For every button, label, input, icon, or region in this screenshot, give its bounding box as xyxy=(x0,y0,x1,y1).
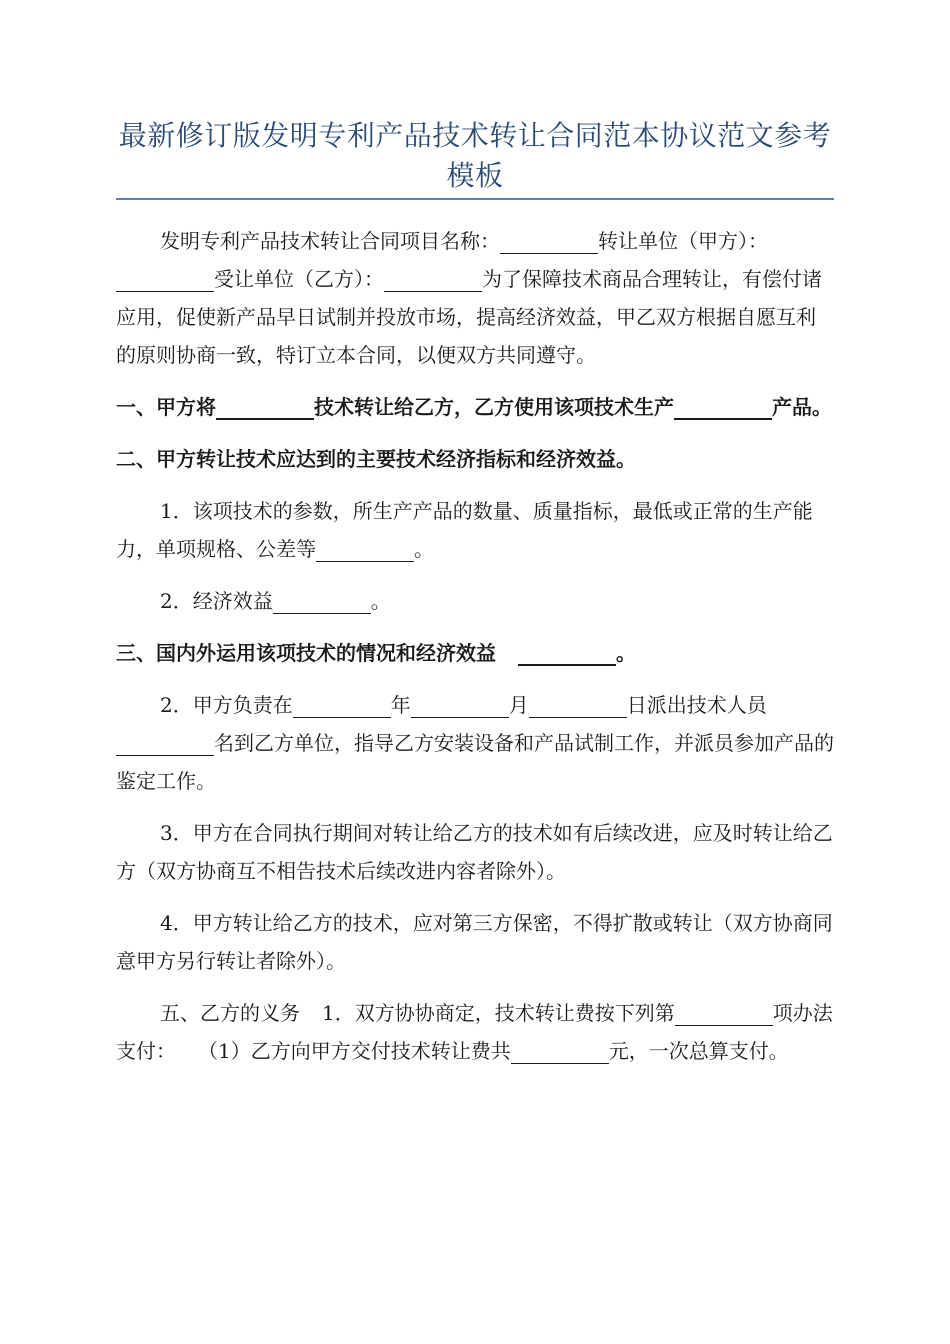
clause-3: 3．甲方在合同执行期间对转让给乙方的技术如有后续改进，应及时转让给乙方（双方协商互不相告技术后续改进内容者除外）。 xyxy=(116,821,833,883)
blank-field[interactable] xyxy=(384,269,482,292)
section-one-text-c: 产品。 xyxy=(772,395,832,419)
section-five xyxy=(116,994,834,1070)
section-five-text-d: （1）乙方向甲方交付技术转让费共 xyxy=(198,1039,511,1063)
section-two-item-2 xyxy=(116,582,834,620)
item-text: 1．该项技术的参数，所生产产品的数量、质量指标，最低或正常的生产能力，单项规格、公差等 xyxy=(116,499,813,561)
clause-text-d: 日派出技术人员 xyxy=(626,693,767,717)
blank-field[interactable] xyxy=(529,695,627,718)
section-five-text-e: 元，一次总算支付。 xyxy=(608,1039,789,1063)
section-one-text-b: 技术转让给乙方，乙方使用该项技术生产 xyxy=(314,395,674,419)
blank-field[interactable] xyxy=(674,396,772,420)
item-text-end: 。 xyxy=(414,537,434,561)
blank-field[interactable] xyxy=(316,539,414,562)
section-five-heading: 五、乙方的义务 xyxy=(160,1001,300,1025)
intro-text-d: 为了保障技术商品合理转让，有偿付诸应用，促使新产品早日试制并投放市场，提高经济效益，甲乙双方根据自愿互利的原则协商一致，特订立本合同，以便双方共同遵守。 xyxy=(116,267,822,367)
item-text-end: 。 xyxy=(370,589,391,613)
intro-text-a: 发明专利产品技术转让合同项目名称： xyxy=(160,229,500,253)
clause-text-e: 名到乙方单位，指导乙方安装设备和产品试制工作，并派员参加产品的鉴定工作。 xyxy=(116,731,834,793)
section-two-heading: 二、甲方转让技术应达到的主要技术经济指标和经济效益。 xyxy=(116,447,636,471)
document-title: 最新修订版发明专利产品技术转让合同范本协议范文参考模板 xyxy=(118,119,832,192)
intro-text-b: 转让单位（甲方）： xyxy=(598,229,768,253)
blank-field[interactable] xyxy=(116,733,214,756)
blank-field[interactable] xyxy=(675,1003,773,1026)
section-three-end: 。 xyxy=(616,641,636,665)
blank-field[interactable] xyxy=(511,1041,609,1064)
clause-2 xyxy=(116,686,834,800)
blank-field[interactable] xyxy=(116,269,214,292)
clause-4: 4．甲方转让给乙方的技术，应对第三方保密，不得扩散或转让（双方协商同意甲方另行转让者除外）。 xyxy=(116,911,833,973)
clause-text-a: 2．甲方负责在 xyxy=(160,693,293,717)
blank-field[interactable] xyxy=(216,396,314,420)
blank-field[interactable] xyxy=(273,591,371,614)
intro-text-c: 受让单位（乙方）： xyxy=(214,267,384,291)
blank-field[interactable] xyxy=(293,695,391,718)
blank-field[interactable] xyxy=(518,642,616,666)
blank-field[interactable] xyxy=(411,695,509,718)
section-five-text-c: 项办法支付： xyxy=(116,1001,833,1063)
section-one-text-a: 一、甲方将 xyxy=(116,395,216,419)
section-five-text-b: 1．双方协协商定，技术转让费按下列第 xyxy=(322,1001,675,1025)
item-text: 2．经济效益 xyxy=(160,589,273,613)
title-divider xyxy=(116,198,834,200)
intro-paragraph xyxy=(116,222,834,374)
section-one xyxy=(116,388,834,426)
section-two-item-1 xyxy=(116,492,834,568)
blank-field[interactable] xyxy=(500,231,598,254)
section-three xyxy=(116,634,834,672)
clause-text-b: 年 xyxy=(390,693,411,717)
clause-text-c: 月 xyxy=(508,693,529,717)
section-three-text: 三、国内外运用该项技术的情况和经济效益 xyxy=(116,641,496,665)
